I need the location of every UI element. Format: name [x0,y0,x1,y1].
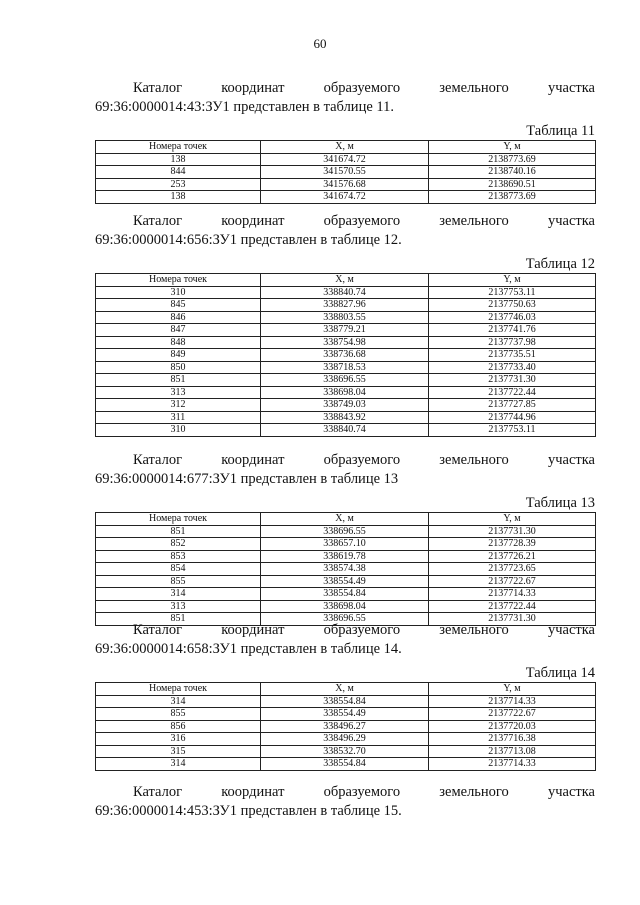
table-row [96,563,596,576]
point-number-cell: 850 [96,361,261,374]
table-header-row [96,274,596,287]
point-number-cell: 847 [96,324,261,337]
table-row [96,424,596,437]
x-coordinate-cell: 338827.96 [261,299,429,312]
coordinates-table [95,140,596,204]
paragraph-word: координат [221,452,285,468]
y-coordinate-cell: 2137714.33 [429,758,596,771]
x-coordinate-cell: 341674.72 [261,191,429,204]
point-number-cell: 315 [96,745,261,758]
column-header: Y, м [429,274,596,287]
column-header: Y, м [429,141,596,154]
column-header: X, м [261,141,429,154]
table-row [96,525,596,538]
point-number-cell: 856 [96,720,261,733]
y-coordinate-cell: 2137727.85 [429,399,596,412]
x-coordinate-cell: 338698.04 [261,600,429,613]
table-row [96,733,596,746]
y-coordinate-cell: 2137723.65 [429,563,596,576]
coordinates-table [95,512,596,626]
point-number-cell: 316 [96,733,261,746]
paragraph [95,79,595,117]
x-coordinate-cell: 338619.78 [261,550,429,563]
table-row [96,695,596,708]
table-row [96,708,596,721]
x-coordinate-cell: 338554.84 [261,695,429,708]
y-coordinate-cell: 2137733.40 [429,361,596,374]
paragraph-word: образуемого [323,784,401,800]
x-coordinate-cell: 341576.68 [261,178,429,191]
column-header: X, м [261,513,429,526]
y-coordinate-cell: 2137726.21 [429,550,596,563]
y-coordinate-cell: 2137722.44 [429,600,596,613]
table-row [96,758,596,771]
x-coordinate-cell: 338696.55 [261,613,429,626]
x-coordinate-cell: 338554.84 [261,588,429,601]
x-coordinate-cell: 338843.92 [261,411,429,424]
paragraph-word: Каталог [133,213,183,229]
x-coordinate-cell: 338696.55 [261,525,429,538]
point-number-cell: 314 [96,758,261,771]
table-row [96,299,596,312]
coordinates-table [95,682,596,771]
y-coordinate-cell: 2137720.03 [429,720,596,733]
table-row [96,191,596,204]
x-coordinate-cell: 338840.74 [261,286,429,299]
paragraph-word: участка [547,80,595,96]
y-coordinate-cell: 2138740.16 [429,166,596,179]
paragraph-word: образуемого [323,452,401,468]
table-row [96,324,596,337]
x-coordinate-cell: 338554.84 [261,758,429,771]
point-number-cell: 845 [96,299,261,312]
column-header: Номера точек [96,513,261,526]
x-coordinate-cell: 338696.55 [261,374,429,387]
paragraph [95,783,595,821]
paragraph-word: Каталог [133,784,183,800]
paragraph-word: земельного [439,784,509,800]
x-coordinate-cell: 338496.27 [261,720,429,733]
section-table-12 [95,212,595,437]
y-coordinate-cell: 2137731.30 [429,525,596,538]
paragraph-word: земельного [439,622,509,638]
paragraph-word: Каталог [133,452,183,468]
column-header: Y, м [429,683,596,696]
point-number-cell: 313 [96,600,261,613]
paragraph [95,212,595,250]
point-number-cell: 848 [96,336,261,349]
table-row [96,538,596,551]
column-header: Номера точек [96,683,261,696]
paragraph-word: образуемого [323,80,401,96]
y-coordinate-cell: 2137716.38 [429,733,596,746]
x-coordinate-cell: 338574.38 [261,563,429,576]
table-row [96,349,596,362]
x-coordinate-cell: 338554.49 [261,708,429,721]
y-coordinate-cell: 2137737.98 [429,336,596,349]
table-row [96,720,596,733]
paragraph-word: координат [221,784,285,800]
x-coordinate-cell: 341674.72 [261,153,429,166]
y-coordinate-cell: 2137750.63 [429,299,596,312]
point-number-cell: 849 [96,349,261,362]
table-row [96,286,596,299]
section-table-15-intro [95,783,595,821]
x-coordinate-cell: 338698.04 [261,386,429,399]
column-header: Номера точек [96,274,261,287]
x-coordinate-cell: 338840.74 [261,424,429,437]
y-coordinate-cell: 2137744.96 [429,411,596,424]
x-coordinate-cell: 338554.49 [261,575,429,588]
y-coordinate-cell: 2137735.51 [429,349,596,362]
point-number-cell: 855 [96,708,261,721]
paragraph-word: координат [221,80,285,96]
point-number-cell: 851 [96,374,261,387]
point-number-cell: 851 [96,525,261,538]
y-coordinate-cell: 2137741.76 [429,324,596,337]
paragraph-word: участка [547,784,595,800]
y-coordinate-cell: 2137722.44 [429,386,596,399]
table-row [96,336,596,349]
table-row [96,588,596,601]
table-row [96,153,596,166]
point-number-cell: 314 [96,588,261,601]
table-header-row [96,141,596,154]
paragraph-word: образуемого [323,213,401,229]
point-number-cell: 851 [96,613,261,626]
y-coordinate-cell: 2138773.69 [429,191,596,204]
y-coordinate-cell: 2137753.11 [429,424,596,437]
paragraph-word: Каталог [133,622,183,638]
paragraph-word: образуемого [323,622,401,638]
point-number-cell: 846 [96,311,261,324]
x-coordinate-cell: 338803.55 [261,311,429,324]
x-coordinate-cell: 338657.10 [261,538,429,551]
y-coordinate-cell: 2137722.67 [429,575,596,588]
point-number-cell: 138 [96,191,261,204]
table-row [96,178,596,191]
column-header: X, м [261,274,429,287]
y-coordinate-cell: 2137731.30 [429,374,596,387]
coordinates-table [95,273,596,437]
point-number-cell: 313 [96,386,261,399]
column-header: Y, м [429,513,596,526]
point-number-cell: 311 [96,411,261,424]
point-number-cell: 855 [96,575,261,588]
point-number-cell: 253 [96,178,261,191]
x-coordinate-cell: 338779.21 [261,324,429,337]
y-coordinate-cell: 2137753.11 [429,286,596,299]
y-coordinate-cell: 2137746.03 [429,311,596,324]
table-row [96,575,596,588]
y-coordinate-cell: 2137714.33 [429,588,596,601]
x-coordinate-cell: 338718.53 [261,361,429,374]
table-caption: Таблица 14 [525,665,595,681]
paragraph-word: координат [221,622,285,638]
y-coordinate-cell: 2138773.69 [429,153,596,166]
table-row [96,411,596,424]
page-number: 60 [313,36,327,51]
paragraph-word: участка [547,452,595,468]
table-row [96,361,596,374]
parcel-line: 69:36:0000014:658:ЗУ1 представлен в таблице 14. [95,641,402,657]
column-header: Номера точек [96,141,261,154]
table-row [96,386,596,399]
table-row [96,550,596,563]
x-coordinate-cell: 338749.03 [261,399,429,412]
table-header-row [96,683,596,696]
section-table-11 [95,79,595,204]
paragraph-word: участка [547,622,595,638]
point-number-cell: 312 [96,399,261,412]
point-number-cell: 852 [96,538,261,551]
point-number-cell: 844 [96,166,261,179]
table-header-row [96,513,596,526]
parcel-line: 69:36:0000014:453:ЗУ1 представлен в таблице 15. [95,803,402,819]
table-row [96,745,596,758]
section-table-14 [95,621,595,771]
paragraph-word: координат [221,213,285,229]
parcel-line: 69:36:0000014:677:ЗУ1 представлен в таблице 13 [95,471,399,487]
point-number-cell: 138 [96,153,261,166]
table-caption: Таблица 11 [526,123,595,139]
x-coordinate-cell: 338736.68 [261,349,429,362]
point-number-cell: 314 [96,695,261,708]
x-coordinate-cell: 338532.70 [261,745,429,758]
paragraph [95,621,595,659]
x-coordinate-cell: 338496.29 [261,733,429,746]
point-number-cell: 310 [96,286,261,299]
y-coordinate-cell: 2137713.08 [429,745,596,758]
y-coordinate-cell: 2137714.33 [429,695,596,708]
paragraph-word: Каталог [133,80,183,96]
table-row [96,374,596,387]
y-coordinate-cell: 2138690.51 [429,178,596,191]
x-coordinate-cell: 341570.55 [261,166,429,179]
table-row [96,311,596,324]
paragraph-word: земельного [439,452,509,468]
table-row [96,399,596,412]
paragraph-word: земельного [439,213,509,229]
parcel-line: 69:36:0000014:43:ЗУ1 представлен в таблице 11. [95,99,394,115]
column-header: X, м [261,683,429,696]
parcel-line: 69:36:0000014:656:ЗУ1 представлен в таблице 12. [95,232,402,248]
paragraph-word: земельного [439,80,509,96]
table-row [96,600,596,613]
paragraph-word: участка [547,213,595,229]
point-number-cell: 310 [96,424,261,437]
x-coordinate-cell: 338754.98 [261,336,429,349]
point-number-cell: 853 [96,550,261,563]
y-coordinate-cell: 2137731.30 [429,613,596,626]
section-table-13 [95,451,595,626]
table-caption: Таблица 12 [525,256,595,272]
y-coordinate-cell: 2137728.39 [429,538,596,551]
paragraph [95,451,595,489]
point-number-cell: 854 [96,563,261,576]
y-coordinate-cell: 2137722.67 [429,708,596,721]
table-row [96,166,596,179]
table-caption: Таблица 13 [525,495,595,511]
